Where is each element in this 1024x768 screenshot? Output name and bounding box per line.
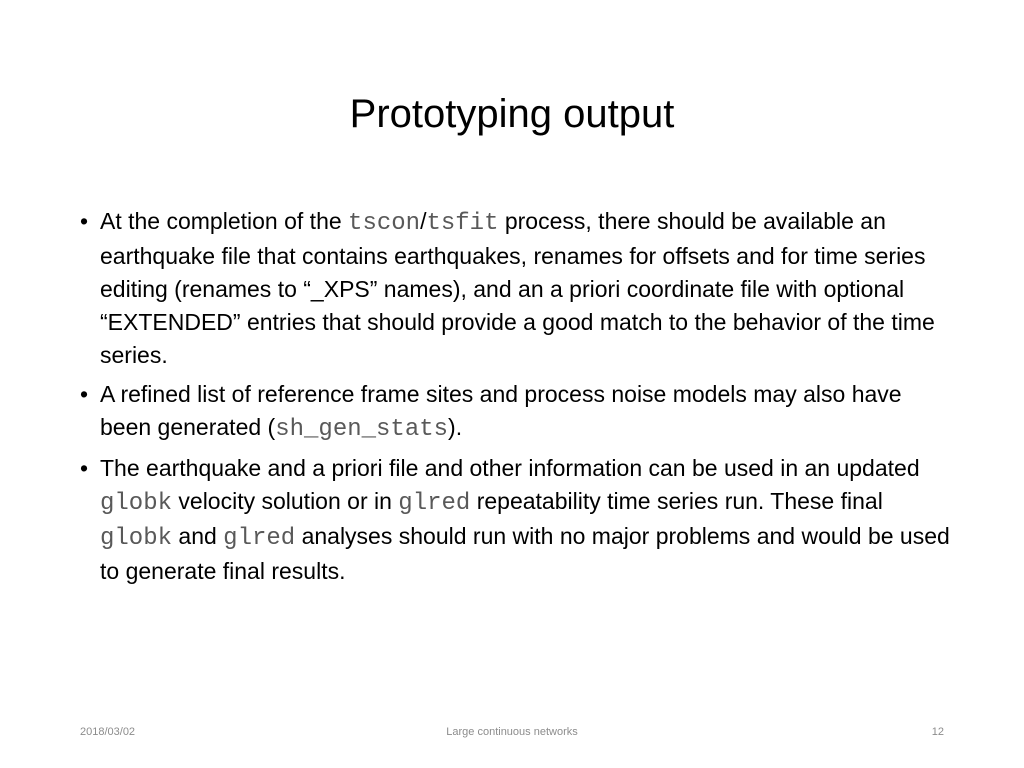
bullet-item <box>78 205 958 372</box>
bullet-item <box>78 452 958 588</box>
command-name: sh_gen_stats <box>275 416 449 443</box>
bullet-text: process, there should be available an earthquake file that contains earthquakes, renames for offsets and for time series editing (renames to “_XPS” names), and an a priori coordinate file with optional “EXTENDED” entries that should provide a good match to the behavior of the time series. <box>100 208 935 368</box>
bullet-text: analyses should run with no major problems and would be used to generate final results. <box>100 523 950 584</box>
footer-date: 2018/03/02 <box>80 726 136 738</box>
bullet-text: / <box>420 208 427 234</box>
bullet-list <box>78 205 958 594</box>
command-name: tsfit <box>426 210 499 237</box>
bullet-text: At the completion of the <box>100 208 349 234</box>
footer-title: Large continuous networks <box>446 726 578 738</box>
bullet-text: ). <box>448 414 463 440</box>
command-name: globk <box>100 525 173 552</box>
bullet-item <box>78 378 958 446</box>
slide-title: Prototyping output <box>349 92 675 136</box>
command-name: glred <box>398 490 471 517</box>
bullet-text: A refined list of reference frame sites and process noise models may also have been generated ( <box>100 381 902 440</box>
bullet-text: The earthquake and a priori file and other information can be used in an updated <box>100 455 920 481</box>
bullet-text: and <box>172 523 224 549</box>
bullet-text: velocity solution or in <box>172 488 399 514</box>
command-name: tscon <box>348 210 421 237</box>
page-number: 12 <box>931 726 944 738</box>
command-name: glred <box>223 525 296 552</box>
command-name: globk <box>100 490 173 517</box>
bullet-text: repeatability time series run. These final <box>470 488 883 514</box>
